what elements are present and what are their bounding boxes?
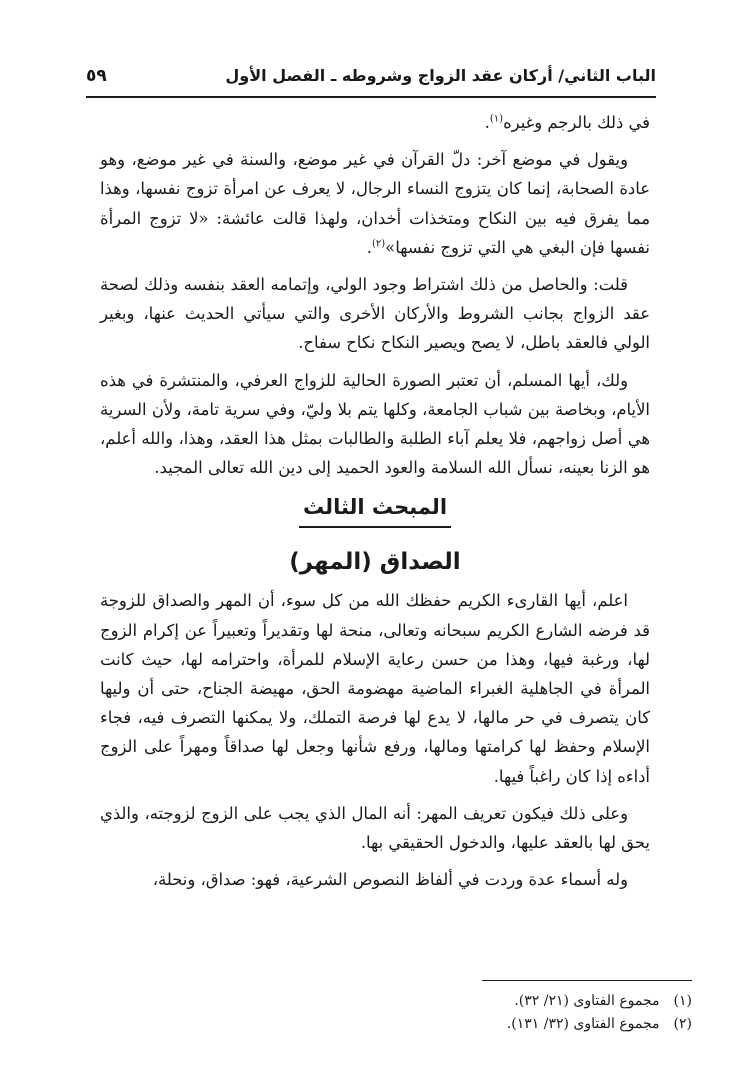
paragraph: وله أسماء عدة وردت في ألفاظ النصوص الشرعية، فهو: صداق، ونحلة، xyxy=(152,870,628,890)
paragraph: اعلم، أيها القارىء الكريم حفظك الله من كل سوء، أن المهر والصداق للزوجة قد فرضه الشارع الكريم سبحانه وتعالى، منحة لها وتقديراً وتعبيراً عن إكرام الزوج لها، ورغبة فيها، وهذا من حسن رعاية الإسلام للمرأة، واحترامه لها، حيث كانت المرأة في الجاهلية الغبراء الماضية مهضومة الحق، مهيضة الجناح، حتى أن وليها كان يتصرف في حر مالها، لا يدع لها فرصة التملك، ولا يمكنها التصرف فيه، فجاء الإسلام وحفظ لها كرامتها ومالها، ورفع شأنها وجعل لها صداقاً ومهراً على الزوج أداءه إذا كان راغباً فيها. xyxy=(100,591,650,786)
footnote-ref: (٢) xyxy=(371,238,386,250)
footnotes xyxy=(100,990,692,1036)
page-number: ٥٩ xyxy=(86,66,107,86)
footnote-divider xyxy=(482,980,692,981)
running-title: الباب الثاني/ أركان عقد الزواج وشروطه ـ الفصل الأول xyxy=(225,66,656,85)
main-text xyxy=(100,108,650,902)
paragraph: وعلى ذلك فيكون تعريف المهر: أنه المال الذي يجب على الزوج لزوجته، والذي يحق لها بالعقد عليها، والدخول الحقيقي بها. xyxy=(100,803,650,853)
paragraph: في ذلك بالرجم وغيره$^{(١)}$. xyxy=(484,113,650,132)
section-title: الصداق (المهر) xyxy=(289,549,461,576)
footnote-text: مجموع الفتاوى (٣٢/ ١٣١). xyxy=(506,1016,660,1032)
footnote-number: (٢) xyxy=(673,1016,692,1032)
section-heading xyxy=(100,490,650,580)
footnote-text: مجموع الفتاوى (٢١/ ٣٢). xyxy=(514,993,660,1009)
paragraph: ويقول في موضع آخر: دلّ القرآن في غير موضع، والسنة في غير موضع، وهو عادة الصحابة، إنما كان يتزوج النساء الرجال، لا يعرف عن امرأة تزوج نفسها، وهذا مما يفرق فيه بين النكاح ومتخذات أخدان، ولهذا قالت عائشة: «لا تزوج المرأة نفسها فإن البغي هي التي تزوج نفسها»$^{(٢)}$. xyxy=(100,150,650,257)
footnote xyxy=(100,990,692,1013)
page-header xyxy=(86,62,656,98)
paragraph: ولك، أيها المسلم، أن تعتبر الصورة الحالية للزواج العرفي، والمنتشرة في هذه الأيام، وبخاصة بين شباب الجامعة، وكلها يتم بلا وليّ، وفي سرية تامة، ولأن السرية هي أصل زواجهم، فلا يعلم آباء الطلبة والطالبات بمثل هذا العقد، وهذا، والله أعلم، هو الزنا بعينه، نسأل الله السلامة والعود الحميد إلى دين الله تعالى المجيد. xyxy=(100,370,650,478)
section-number-heading: المبحث الثالث xyxy=(299,490,451,528)
paragraph: قلت: والحاصل من ذلك اشتراط وجود الولي، وإتمامه العقد بنفسه وذلك لصحة عقد الزواج بجانب الشروط والأركان الأخرى والتي سيأتي الحديث عنها، وبغير الولي فالعقد باطل، لا يصح ويصير النكاح نكاح سفاح. xyxy=(100,275,650,353)
footnote-number: (١) xyxy=(673,993,692,1009)
footnote-ref: (١) xyxy=(489,113,504,125)
footnote xyxy=(100,1013,692,1036)
